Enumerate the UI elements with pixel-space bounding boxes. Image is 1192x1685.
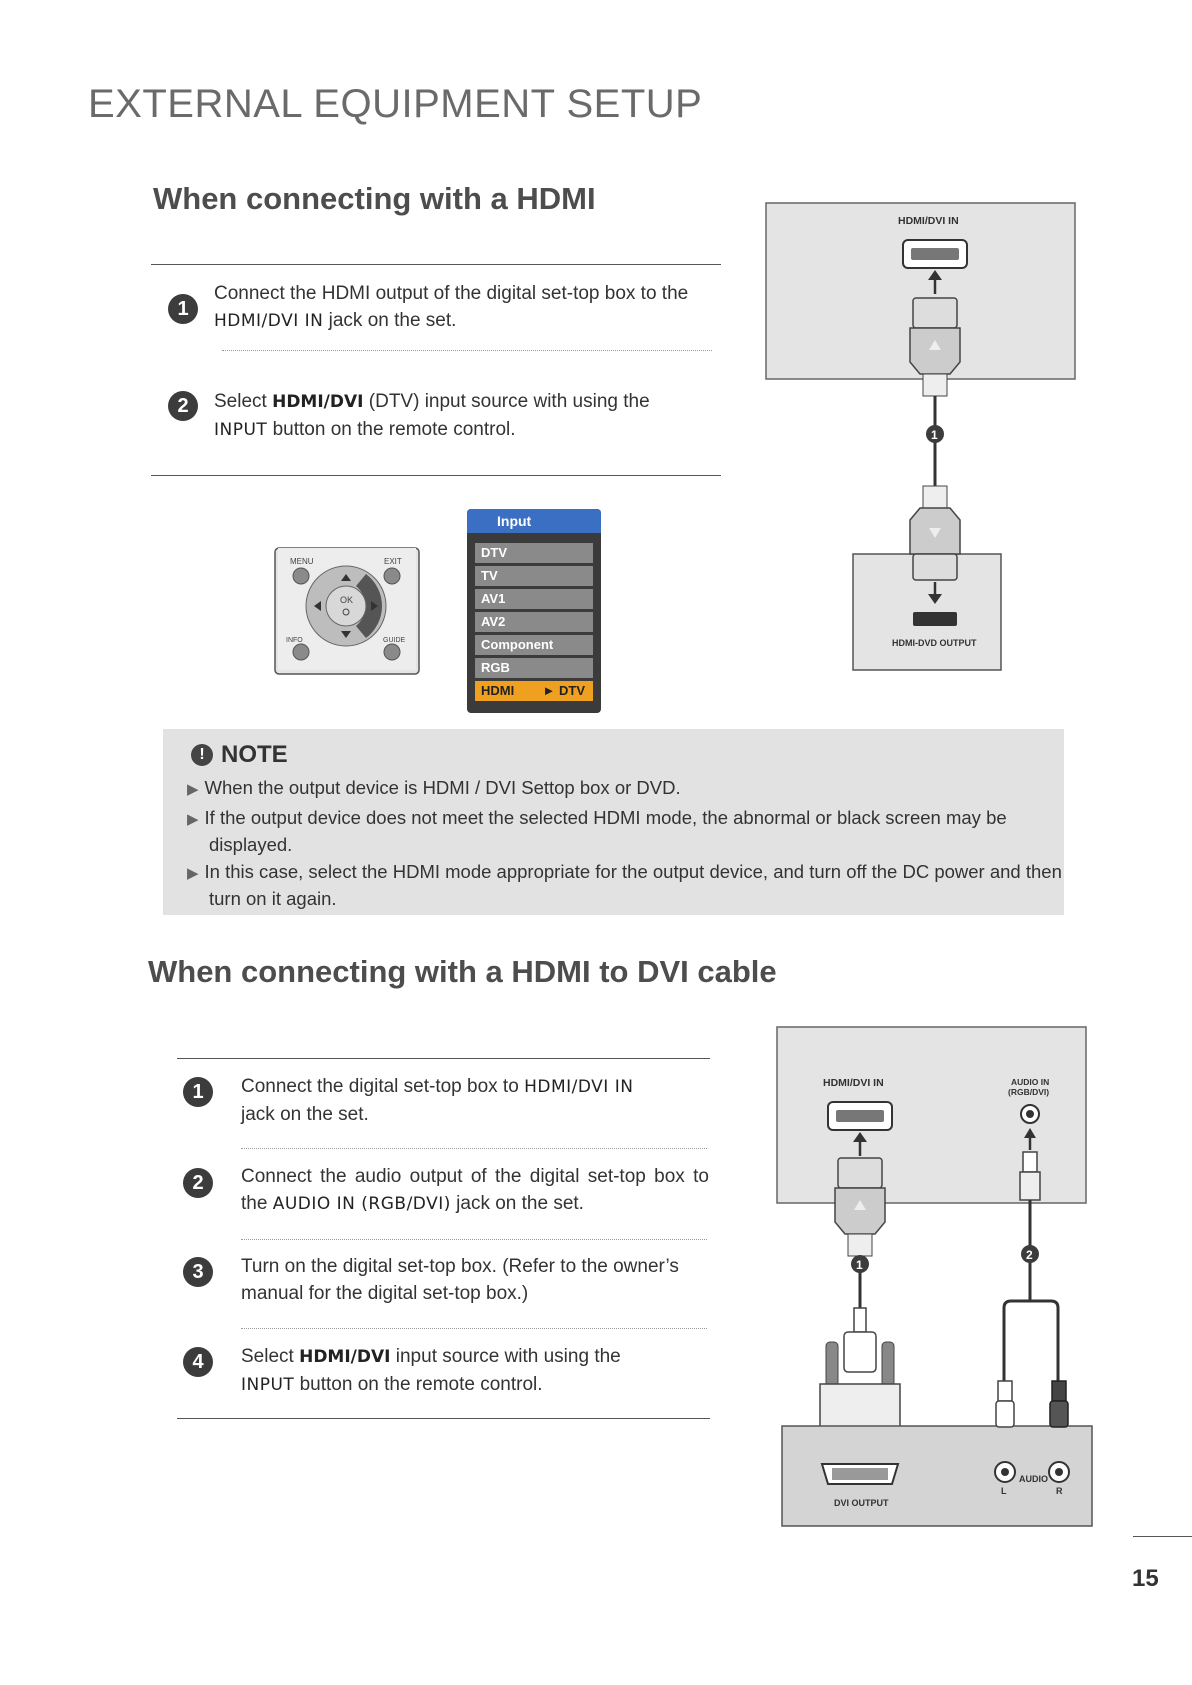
page-title: EXTERNAL EQUIPMENT SETUP xyxy=(88,82,703,126)
section-rule-top xyxy=(177,1058,710,1059)
input-menu xyxy=(467,509,601,713)
step-text xyxy=(241,1163,709,1218)
step-text xyxy=(241,1073,709,1128)
bullet-arrow-icon: ▶ xyxy=(187,811,199,828)
step-text-part: jack on the set. xyxy=(328,310,457,331)
warning-icon: ! xyxy=(191,744,213,766)
hdmi-section-title: When connecting with a HDMI xyxy=(153,181,596,216)
section-rule-top xyxy=(151,264,721,265)
page-number-rule xyxy=(1133,1536,1192,1537)
step-divider xyxy=(241,1148,707,1149)
step-text-part: Connect the HDMI output of the digital set-top box to the xyxy=(214,283,689,304)
step-text-part: Select xyxy=(241,1346,294,1367)
menu-label: MENU xyxy=(290,557,314,566)
remote-control-image xyxy=(274,546,420,676)
step-keyword: HDMI/DVI xyxy=(299,1347,391,1367)
step-number: 1 xyxy=(168,294,198,324)
note-heading: NOTE xyxy=(221,741,288,768)
step-number: 3 xyxy=(183,1257,213,1287)
step-number: 1 xyxy=(183,1077,213,1107)
hdmi-dvi-in-label: HDMI/DVI IN xyxy=(823,1077,884,1089)
input-menu-item-selected[interactable] xyxy=(475,681,593,701)
audio-in-sub-label: (RGB/DVI) xyxy=(1008,1087,1050,1097)
callout-2: 2 xyxy=(1026,1248,1033,1262)
step-text-part: input source with using the xyxy=(395,1346,621,1367)
step-text xyxy=(214,280,720,335)
input-menu-title: Input xyxy=(467,509,601,533)
step-text xyxy=(241,1343,709,1399)
note-item-text: In this case, select the HDMI mode appropriate for the output device, and turn off the DC power and then turn on it again. xyxy=(204,861,1062,909)
step-text-part: button on the remote control. xyxy=(272,419,516,440)
bullet-arrow-icon: ▶ xyxy=(187,865,199,882)
audio-in-label: AUDIO IN xyxy=(1011,1077,1050,1087)
dvi-output-label: DVI OUTPUT xyxy=(834,1498,889,1508)
note-box xyxy=(163,729,1064,915)
step-divider xyxy=(222,350,712,351)
note-item xyxy=(187,805,1059,857)
selected-input-label: HDMI xyxy=(481,683,515,698)
step-number: 4 xyxy=(183,1347,213,1377)
guide-label: GUIDE xyxy=(383,637,406,644)
note-item-text: When the output device is HDMI / DVI Settop box or DVD. xyxy=(204,777,681,798)
section-rule-bottom xyxy=(177,1418,710,1419)
page-number: 15 xyxy=(1132,1565,1159,1592)
hdmi-dvd-output-label: HDMI-DVD OUTPUT xyxy=(892,638,977,648)
step-text xyxy=(214,388,720,444)
bullet-arrow-icon: ▶ xyxy=(187,781,199,798)
step-text-part: Connect the digital set-top box to xyxy=(241,1076,519,1097)
note-item-text: If the output device does not meet the selected HDMI mode, the abnormal or black screen may be displayed. xyxy=(204,807,1007,855)
input-menu-item[interactable]: TV xyxy=(475,566,593,586)
step-text-part: Select xyxy=(214,391,267,412)
dvi-section-title: When connecting with a HDMI to DVI cable xyxy=(148,954,777,989)
step-keyword: AUDIO IN (RGB/DVI) xyxy=(272,1194,451,1214)
step-text-part: Connect the audio output of the digital set-top box to the xyxy=(241,1166,709,1214)
section-rule-bottom xyxy=(151,475,721,476)
audio-label: AUDIO xyxy=(1019,1474,1048,1484)
step-keyword: HDMI/DVI xyxy=(272,392,364,412)
hdmi-connection-diagram xyxy=(765,202,1077,672)
ok-label: OK xyxy=(340,595,354,605)
step-number: 2 xyxy=(183,1168,213,1198)
input-menu-item[interactable]: RGB xyxy=(475,658,593,678)
note-item xyxy=(187,859,1069,911)
step-text-part: jack on the set. xyxy=(241,1104,369,1125)
callout-1: 1 xyxy=(931,428,938,442)
input-menu-item[interactable]: DTV xyxy=(475,543,593,563)
hdmi-dvi-in-label: HDMI/DVI IN xyxy=(898,215,959,227)
step-divider xyxy=(241,1239,707,1240)
step-text: Turn on the digital set-top box. (Refer to the owner’s manual for the digital set-top box.) xyxy=(241,1256,679,1304)
right-channel-label: R xyxy=(1056,1486,1063,1496)
callout-1: 1 xyxy=(856,1258,863,1272)
selected-input-value: ► DTV xyxy=(542,683,585,698)
step-text-part: (DTV) input source with using the xyxy=(368,391,650,412)
step-keyword: HDMI/DVI IN xyxy=(524,1077,634,1097)
step-text-part: button on the remote control. xyxy=(299,1374,543,1395)
step-keyword: INPUT xyxy=(241,1375,295,1395)
dvi-connection-diagram xyxy=(776,1026,1098,1529)
input-menu-item[interactable]: Component xyxy=(475,635,593,655)
step-keyword: INPUT xyxy=(214,420,268,440)
step-text-part: jack on the set. xyxy=(456,1193,584,1214)
input-menu-item[interactable]: AV1 xyxy=(475,589,593,609)
step-keyword: HDMI/DVI IN xyxy=(214,311,324,331)
step-divider xyxy=(241,1328,707,1329)
note-item xyxy=(187,775,1047,802)
info-label: INFO xyxy=(286,637,303,644)
left-channel-label: L xyxy=(1001,1486,1007,1496)
step-number: 2 xyxy=(168,391,198,421)
exit-label: EXIT xyxy=(384,557,402,566)
input-menu-item[interactable]: AV2 xyxy=(475,612,593,632)
